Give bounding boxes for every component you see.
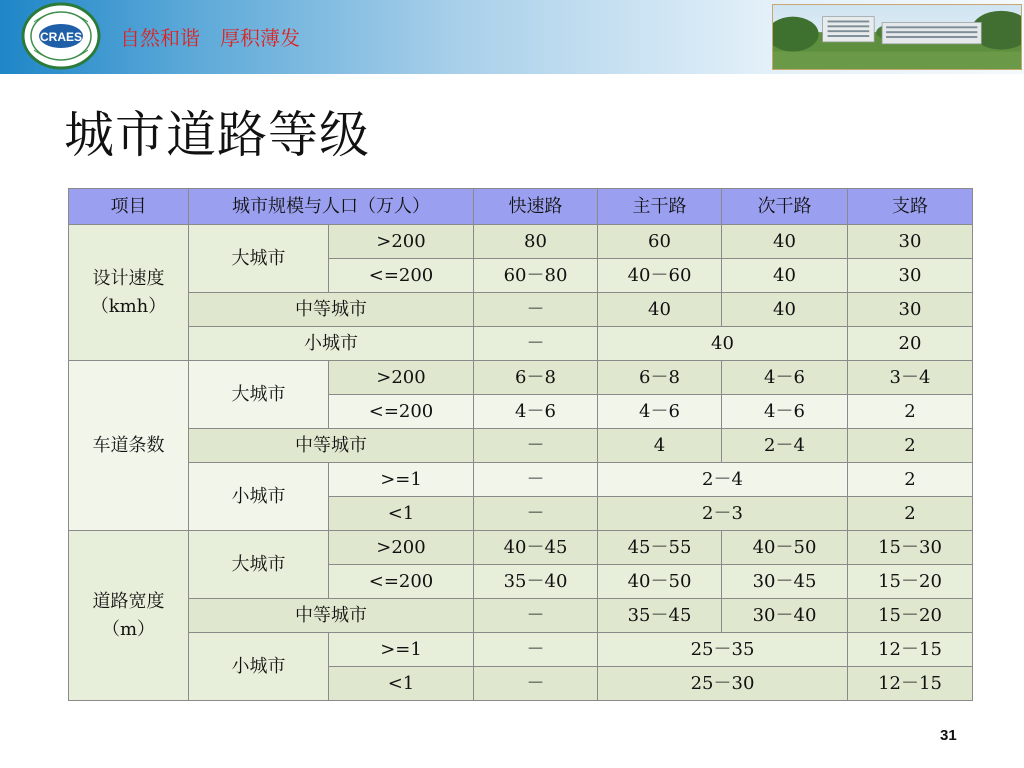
city-size-cell: 中等城市 (189, 429, 474, 463)
table-cell: 40 (722, 225, 848, 259)
city-size-cell: 小城市 (189, 327, 474, 361)
population-cell: >200 (329, 361, 474, 395)
table-cell: 30－45 (722, 565, 848, 599)
building-photo (772, 4, 1022, 70)
row-header-design-speed (69, 225, 189, 361)
population-cell: <1 (329, 497, 474, 531)
table-row (69, 327, 973, 361)
city-size-cell: 大城市 (189, 361, 329, 429)
lane-count-group (69, 361, 973, 531)
col-header-arterial: 主干路 (598, 189, 722, 225)
table-cell: 2－3 (598, 497, 848, 531)
table-row (69, 361, 973, 395)
population-cell: <=200 (329, 395, 474, 429)
row-header-lane-count: 车道条数 (69, 361, 189, 531)
road-width-group (69, 531, 973, 701)
table-cell: 60 (598, 225, 722, 259)
city-size-cell: 大城市 (189, 225, 329, 293)
population-cell: <=200 (329, 259, 474, 293)
col-header-item: 项目 (69, 189, 189, 225)
table-cell: － (474, 463, 598, 497)
table-cell: 45－55 (598, 531, 722, 565)
table-row (69, 429, 973, 463)
table-cell: 30 (848, 259, 973, 293)
table-cell: 20 (848, 327, 973, 361)
table-cell: 4－6 (474, 395, 598, 429)
population-cell: <1 (329, 667, 474, 701)
page-title: 城市道路等级 (64, 106, 370, 164)
population-cell: >200 (329, 225, 474, 259)
city-size-cell: 中等城市 (189, 293, 474, 327)
table-cell: 40－45 (474, 531, 598, 565)
table-cell: 40－60 (598, 259, 722, 293)
table-cell: 35－45 (598, 599, 722, 633)
table-cell: 40 (722, 259, 848, 293)
table-cell: － (474, 497, 598, 531)
table-cell: － (474, 293, 598, 327)
table-cell: 2－4 (722, 429, 848, 463)
city-size-cell: 小城市 (189, 463, 329, 531)
table-cell: 30 (848, 225, 973, 259)
table-cell: － (474, 667, 598, 701)
col-header-expressway: 快速路 (474, 189, 598, 225)
design-speed-group (69, 225, 973, 361)
table-row (69, 463, 973, 497)
table-cell: 12－15 (848, 633, 973, 667)
col-header-secondary: 次干路 (722, 189, 848, 225)
page-number: 31 (940, 727, 957, 744)
table-cell: 2 (848, 429, 973, 463)
header-banner (0, 0, 1024, 74)
city-size-cell: 小城市 (189, 633, 329, 701)
table-row (69, 531, 973, 565)
table-cell: － (474, 599, 598, 633)
table-cell: 15－30 (848, 531, 973, 565)
table-cell: 25－35 (598, 633, 848, 667)
row-header-road-width (69, 531, 189, 701)
table-cell: 12－15 (848, 667, 973, 701)
population-cell: <=200 (329, 565, 474, 599)
table-cell: 3－4 (848, 361, 973, 395)
row-header-text: 设计速度 （kmh） (90, 267, 167, 317)
table-row (69, 599, 973, 633)
table-cell: 40 (722, 293, 848, 327)
table-cell: 4－6 (722, 395, 848, 429)
table-cell: 6－8 (474, 361, 598, 395)
table-cell: 60－80 (474, 259, 598, 293)
table-cell: 35－40 (474, 565, 598, 599)
logo-text: CRAES (39, 30, 83, 44)
table-cell: 4 (598, 429, 722, 463)
table-cell: － (474, 633, 598, 667)
row-header-text: 道路宽度 （m） (92, 590, 165, 640)
table-cell: 4－6 (722, 361, 848, 395)
table-cell: 2－4 (598, 463, 848, 497)
col-header-branch: 支路 (848, 189, 973, 225)
table-header-row (69, 189, 973, 225)
table-cell: 4－6 (598, 395, 722, 429)
population-cell: >=1 (329, 633, 474, 667)
table-cell: 2 (848, 497, 973, 531)
table-cell: 2 (848, 463, 973, 497)
table-cell: 40－50 (722, 531, 848, 565)
city-size-cell: 大城市 (189, 531, 329, 599)
table-cell: 30－40 (722, 599, 848, 633)
table-cell: － (474, 429, 598, 463)
table-cell: 6－8 (598, 361, 722, 395)
city-size-cell: 中等城市 (189, 599, 474, 633)
table-cell: 2 (848, 395, 973, 429)
table-cell: 40－50 (598, 565, 722, 599)
table-cell: 15－20 (848, 599, 973, 633)
slogan-text: 自然和谐 厚积薄发 (120, 26, 300, 50)
table-cell: 30 (848, 293, 973, 327)
road-grade-table (68, 188, 973, 701)
table-cell: 80 (474, 225, 598, 259)
table-row (69, 225, 973, 259)
table-cell: － (474, 327, 598, 361)
population-cell: >=1 (329, 463, 474, 497)
table-cell: 25－30 (598, 667, 848, 701)
table-cell: 40 (598, 293, 722, 327)
craes-logo (20, 2, 102, 70)
col-header-city-size: 城市规模与人口（万人） (189, 189, 474, 225)
table-row (69, 633, 973, 667)
population-cell: >200 (329, 531, 474, 565)
table-cell: 15－20 (848, 565, 973, 599)
table-row (69, 293, 973, 327)
table-cell: 40 (598, 327, 848, 361)
